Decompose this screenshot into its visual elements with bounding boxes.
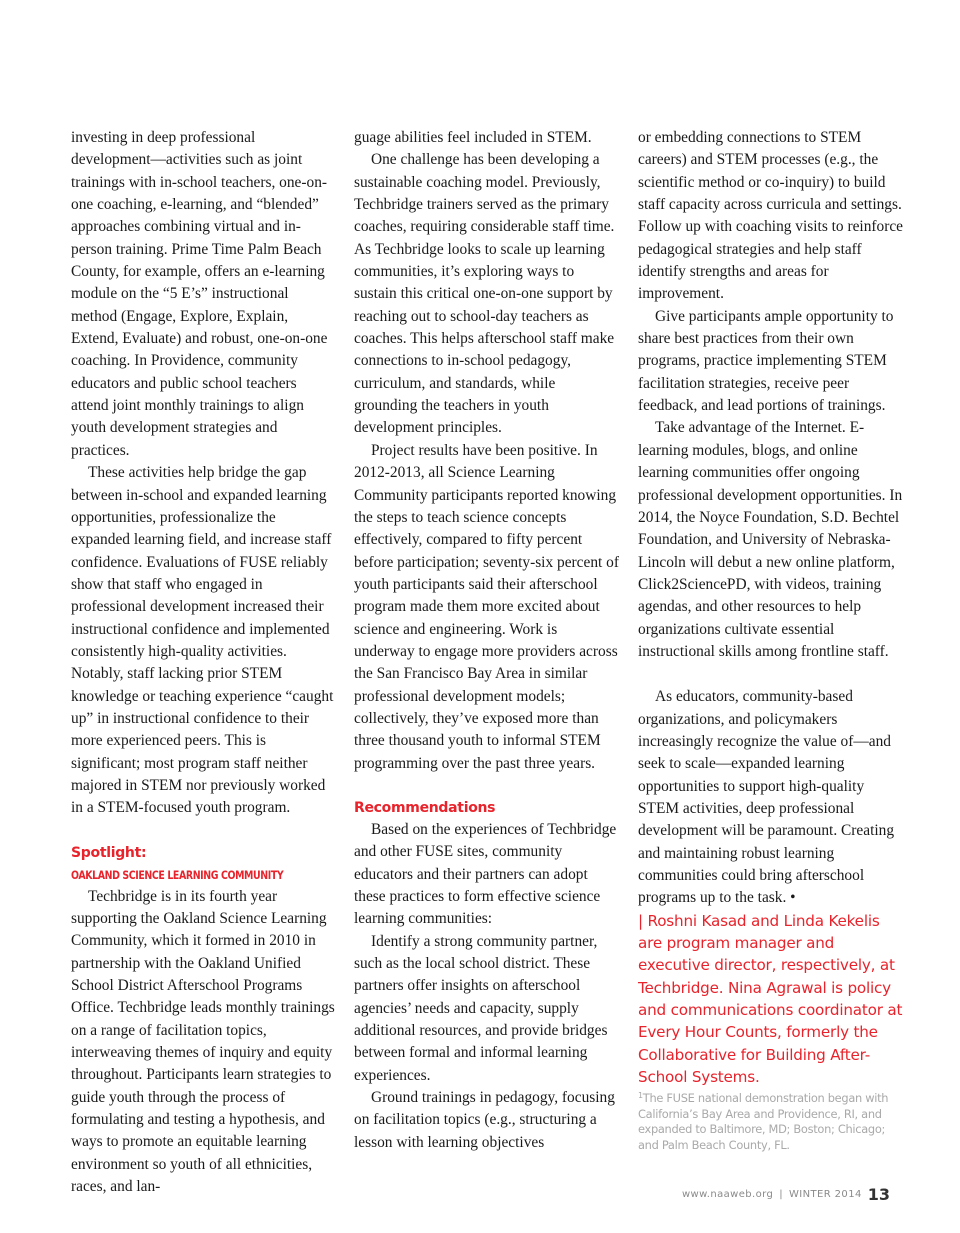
col1-paragraph-2: These activities help bridge the gap between in-school and expanded learning opportunities, professionalize the expanded learning field, and increase staff confidence. Evaluations of FUSE reliably show that staff who engaged in professional development increased their instructional confidence and implemented consistently high-quality activities. Notably, staff lacking prior STEM knowledge or teaching experience “caught up” in instructional confidence to their more experienced peers. This is significant; most program staff neither majored in STEM nor previously worked in a STEM-focused youth program. [71, 464, 334, 817]
col2-paragraph-1: guage abilities feel included in STEM. [354, 129, 592, 146]
author-bio: | Roshni Kasad and Linda Kekelis are program manager and executive director, respectively, at Techbridge. Nina Agrawal is policy and communications coordinator at Every Hour Counts, formerly the Collaborative for Building After-School Systems. [638, 911, 903, 1087]
footer-separator: | [779, 1189, 783, 1200]
recommendations-heading: Recommendations [354, 799, 496, 816]
column-3 [638, 127, 904, 1088]
col3-paragraph-4: As educators, community-based organizations, and policymakers increasingly recognize the value of—and seek to scale—expanded learning opportunities to support high-quality STEM activities, deep professional development will be paramount. Creating and maintaining robust learning communities could bring afterschool programs up to the task. • [638, 688, 895, 907]
col2-paragraph-6: Ground trainings in pedagogy, focusing on facilitation topics (e.g., structuring a lesson with learning objectives [354, 1089, 615, 1151]
footer-site: www.naaweb.org [681, 1189, 774, 1200]
col3-paragraph-2: Give participants ample opportunity to share best practices from their own programs, practice implementing STEM facilitation strategies, receive peer feedback, and lead portions of trainings. [638, 307, 894, 415]
col2-paragraph-3: Project results have been positive. In 2012-2013, all Science Learning Community participants reported knowing the steps to teach science concepts effectively, compared to fifty percent before participation; seventy-six percent of youth participants said their afterschool program made them more excited about science and engineering. Work is underway to engage more providers across the San Francisco Bay Area in similar professional development models; collectively, they’ve exposed more than three thousand youth to informal STEM programming over the past three years. [354, 441, 619, 772]
col3-paragraph-1: or embedding connections to STEM careers) and STEM processes (e.g., the scientific method or co-inquiry) to build staff capacity across curricula and settings. Follow up with coaching visits to reinforce pedagogical strategies and help staff identify strengths and areas for improvement. [638, 129, 904, 303]
col2-paragraph-5: Identify a strong community partner, such as the local school district. These partners offer insights on afterschool agencies’ needs and capacity, supply additional resources, and provide bridges between formal and informal learning experiences. [354, 932, 608, 1084]
col3-paragraph-3: Take advantage of the Internet. E-learning modules, blogs, and online learning communities offer ongoing professional development opportunities. In 2014, the Noyce Foundation, S.D. Bechtel Foundation, and University of Nebraska-Lincoln will debut a new online platform, Click2SciencePD, with videos, training agendas, and other resources to help organizations cultivate essential instructional skills among frontline staff. [638, 419, 903, 660]
page-number: 13 [867, 1185, 890, 1204]
page-footer [682, 1185, 890, 1204]
col2-paragraph-2: One challenge has been developing a sustainable coaching model. Previously, Techbridge trainers served as the primary coaches, requiring considerable staff time. As Techbridge looks to scale up learning communities, it’s exploring ways to sustain this critical one-on-one support by reaching out to school-day teachers as coaches. This helps afterschool staff make connections to in-school pedagogy, curriculum, and standards, while grounding the teachers in youth development principles. [354, 151, 615, 437]
footnote-text: The FUSE national demonstration began with California’s Bay Area and Providence, RI, and expanded to Baltimore, MD; Boston; Chicago; and Palm Beach County, FL. [638, 1091, 889, 1152]
footer-issue: WINTER 2014 [789, 1189, 862, 1200]
col1-paragraph-3: Techbridge is in its fourth year supporting the Oakland Science Learning Community, which it formed in 2010 in partnership with the Oakland Unified School District Afterschool Programs Office. Techbridge leads monthly trainings on a range of facilitation topics, interweaving themes of inquiry and equity throughout. Participants learn strategies to guide youth through the process of formulating and testing a hypothesis, and ways to promote an equitable learning environment so youth of all ethnicities, races, and lan- [71, 887, 335, 1196]
spotlight-subheading: OAKLAND SCIENCE LEARNING COMMUNITY [71, 867, 284, 882]
footnote-marker: 1 [638, 1091, 643, 1100]
column-2 [354, 127, 620, 1154]
column-1 [71, 127, 337, 1198]
col1-paragraph-1: investing in deep professional development—activities such as joint trainings with in-school teachers, one-on-one coaching, e-learning, and “blended” approaches combining virtual and in-person training. Prime Time Palm Beach County, for example, offers an e-learning module on the “5 E’s” instructional method (Engage, Explore, Explain, Extend, Evaluate) and robust, one-on-one coaching. In Providence, community educators and public school teachers attend joint monthly trainings to align youth development strategies and practices. [71, 129, 328, 459]
spotlight-heading: Spotlight: [71, 844, 147, 861]
col2-paragraph-4: Based on the experiences of Techbridge and other FUSE sites, community educators and their partners can adopt these practices to form effective science learning communities: [354, 820, 617, 928]
footnote [638, 1088, 898, 1153]
